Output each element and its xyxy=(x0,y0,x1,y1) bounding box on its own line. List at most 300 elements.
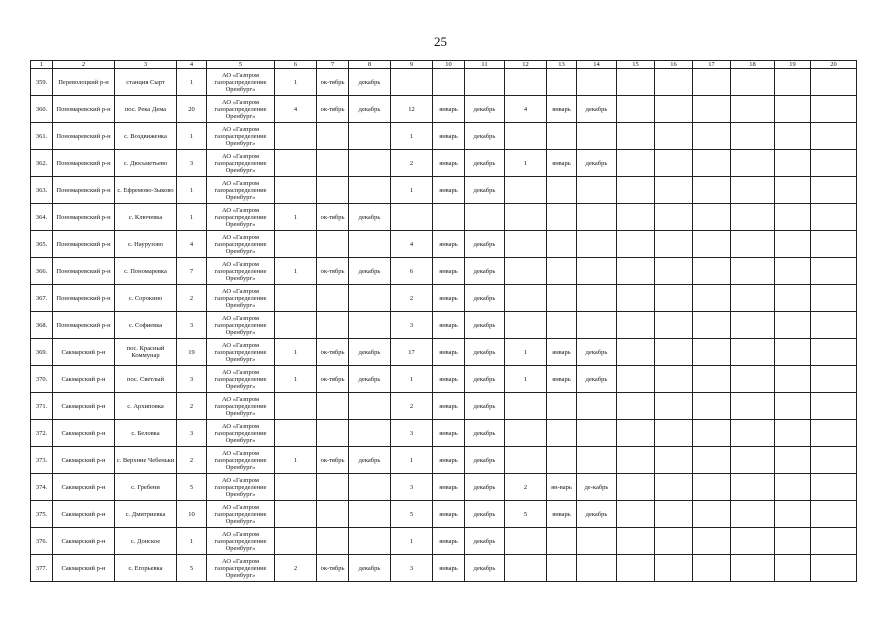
table-row xyxy=(31,123,857,150)
col8-cell xyxy=(349,231,391,258)
column-header: 6 xyxy=(275,61,317,69)
empty-cell xyxy=(617,501,655,528)
col14-cell xyxy=(577,177,617,204)
col10-cell: январь xyxy=(433,258,465,285)
district-cell: Сакмарский р-н xyxy=(53,339,115,366)
col11-cell: декабрь xyxy=(465,258,505,285)
column-header: 1 xyxy=(31,61,53,69)
empty-cell xyxy=(811,447,857,474)
col13-cell: январь xyxy=(547,339,577,366)
empty-cell xyxy=(731,69,775,96)
row-number: 361. xyxy=(31,123,53,150)
empty-cell xyxy=(731,123,775,150)
col8-cell xyxy=(349,312,391,339)
count-cell: 19 xyxy=(177,339,207,366)
place-cell: с. Дюсьметьево xyxy=(115,150,177,177)
col10-cell: январь xyxy=(433,528,465,555)
empty-cell xyxy=(775,69,811,96)
col8-cell xyxy=(349,150,391,177)
column-header: 10 xyxy=(433,61,465,69)
empty-cell xyxy=(811,258,857,285)
col14-cell xyxy=(577,528,617,555)
district-cell: Пономаревский р-н xyxy=(53,150,115,177)
empty-cell xyxy=(655,501,693,528)
schedule-table xyxy=(30,60,857,582)
col14-cell: декабрь xyxy=(577,339,617,366)
place-cell: пос. Светлый xyxy=(115,366,177,393)
col12-cell: 1 xyxy=(505,339,547,366)
place-cell: пос. Красный Коммунар xyxy=(115,339,177,366)
col13-cell xyxy=(547,285,577,312)
col9-cell: 3 xyxy=(391,555,433,582)
row-number: 372. xyxy=(31,420,53,447)
empty-cell xyxy=(693,555,731,582)
column-header: 9 xyxy=(391,61,433,69)
col7-cell xyxy=(317,312,349,339)
col6-cell: 1 xyxy=(275,69,317,96)
count-cell: 4 xyxy=(177,231,207,258)
empty-cell xyxy=(693,177,731,204)
empty-cell xyxy=(655,447,693,474)
col14-cell xyxy=(577,258,617,285)
col10-cell: январь xyxy=(433,474,465,501)
empty-cell xyxy=(731,366,775,393)
count-cell: 1 xyxy=(177,177,207,204)
empty-cell xyxy=(731,177,775,204)
col8-cell: декабрь xyxy=(349,339,391,366)
table-row xyxy=(31,366,857,393)
organization-cell: АО «Газпром газораспределение Оренбург» xyxy=(207,474,275,501)
col11-cell: декабрь xyxy=(465,393,505,420)
count-cell: 1 xyxy=(177,204,207,231)
column-header: 2 xyxy=(53,61,115,69)
empty-cell xyxy=(775,528,811,555)
col14-cell xyxy=(577,420,617,447)
table-row xyxy=(31,420,857,447)
empty-cell xyxy=(811,96,857,123)
col7-cell: ок-тябрь xyxy=(317,258,349,285)
row-number: 370. xyxy=(31,366,53,393)
row-number: 359. xyxy=(31,69,53,96)
col6-cell: 1 xyxy=(275,204,317,231)
organization-cell: АО «Газпром газораспределение Оренбург» xyxy=(207,312,275,339)
organization-cell: АО «Газпром газораспределение Оренбург» xyxy=(207,555,275,582)
empty-cell xyxy=(775,285,811,312)
count-cell: 2 xyxy=(177,447,207,474)
empty-cell xyxy=(811,366,857,393)
empty-cell xyxy=(617,231,655,258)
empty-cell xyxy=(693,204,731,231)
table-row xyxy=(31,285,857,312)
col6-cell xyxy=(275,474,317,501)
empty-cell xyxy=(693,501,731,528)
empty-cell xyxy=(731,258,775,285)
district-cell: Сакмарский р-н xyxy=(53,447,115,474)
empty-cell xyxy=(731,150,775,177)
organization-cell: АО «Газпром газораспределение Оренбург» xyxy=(207,420,275,447)
empty-cell xyxy=(655,420,693,447)
place-cell: пос. Река Дема xyxy=(115,96,177,123)
empty-cell xyxy=(811,501,857,528)
table-row xyxy=(31,528,857,555)
col12-cell xyxy=(505,312,547,339)
empty-cell xyxy=(731,501,775,528)
organization-cell: АО «Газпром газораспределение Оренбург» xyxy=(207,501,275,528)
col9-cell: 5 xyxy=(391,501,433,528)
empty-cell xyxy=(655,123,693,150)
place-cell: с. Пономаревка xyxy=(115,258,177,285)
col11-cell: декабрь xyxy=(465,528,505,555)
empty-cell xyxy=(775,447,811,474)
col8-cell: декабрь xyxy=(349,366,391,393)
col12-cell xyxy=(505,123,547,150)
empty-cell xyxy=(617,555,655,582)
district-cell: Сакмарский р-н xyxy=(53,420,115,447)
empty-cell xyxy=(775,231,811,258)
col10-cell: январь xyxy=(433,555,465,582)
empty-cell xyxy=(655,393,693,420)
col14-cell xyxy=(577,555,617,582)
col14-cell xyxy=(577,312,617,339)
col14-cell: декабрь xyxy=(577,150,617,177)
empty-cell xyxy=(655,312,693,339)
col6-cell: 2 xyxy=(275,555,317,582)
place-cell: с. Гребени xyxy=(115,474,177,501)
empty-cell xyxy=(811,339,857,366)
col10-cell: январь xyxy=(433,501,465,528)
row-number: 375. xyxy=(31,501,53,528)
empty-cell xyxy=(617,393,655,420)
district-cell: Сакмарский р-н xyxy=(53,366,115,393)
col6-cell: 1 xyxy=(275,258,317,285)
col9-cell: 1 xyxy=(391,366,433,393)
col7-cell: ок-тябрь xyxy=(317,366,349,393)
col13-cell xyxy=(547,69,577,96)
col12-cell xyxy=(505,69,547,96)
col8-cell xyxy=(349,528,391,555)
organization-cell: АО «Газпром газораспределение Оренбург» xyxy=(207,528,275,555)
empty-cell xyxy=(693,123,731,150)
district-cell: Переволоцкий р-н xyxy=(53,69,115,96)
col13-cell xyxy=(547,123,577,150)
place-cell: с. Воздвиженка xyxy=(115,123,177,150)
col6-cell xyxy=(275,528,317,555)
col12-cell xyxy=(505,528,547,555)
col8-cell: декабрь xyxy=(349,69,391,96)
empty-cell xyxy=(811,285,857,312)
empty-cell xyxy=(775,258,811,285)
empty-cell xyxy=(775,393,811,420)
empty-cell xyxy=(775,474,811,501)
table-row xyxy=(31,312,857,339)
col11-cell: декабрь xyxy=(465,555,505,582)
empty-cell xyxy=(655,258,693,285)
col9-cell xyxy=(391,204,433,231)
col12-cell: 2 xyxy=(505,474,547,501)
place-cell: с. Ключевка xyxy=(115,204,177,231)
col10-cell: январь xyxy=(433,231,465,258)
col12-cell xyxy=(505,555,547,582)
col11-cell xyxy=(465,69,505,96)
place-cell: с. Беловка xyxy=(115,420,177,447)
place-cell: с. Софиевка xyxy=(115,312,177,339)
empty-cell xyxy=(655,474,693,501)
empty-cell xyxy=(693,420,731,447)
district-cell: Пономаревский р-н xyxy=(53,312,115,339)
col6-cell xyxy=(275,231,317,258)
col13-cell xyxy=(547,420,577,447)
organization-cell: АО «Газпром газораспределение Оренбург» xyxy=(207,258,275,285)
count-cell: 7 xyxy=(177,258,207,285)
col13-cell: январь xyxy=(547,150,577,177)
col6-cell xyxy=(275,177,317,204)
col12-cell: 1 xyxy=(505,366,547,393)
empty-cell xyxy=(811,231,857,258)
organization-cell: АО «Газпром газораспределение Оренбург» xyxy=(207,366,275,393)
empty-cell xyxy=(731,312,775,339)
empty-cell xyxy=(693,528,731,555)
col14-cell xyxy=(577,447,617,474)
col12-cell xyxy=(505,285,547,312)
empty-cell xyxy=(731,555,775,582)
empty-cell xyxy=(617,339,655,366)
count-cell: 2 xyxy=(177,285,207,312)
count-cell: 10 xyxy=(177,501,207,528)
empty-cell xyxy=(655,96,693,123)
col9-cell: 1 xyxy=(391,447,433,474)
col9-cell: 1 xyxy=(391,528,433,555)
district-cell: Пономаревский р-н xyxy=(53,258,115,285)
empty-cell xyxy=(655,339,693,366)
organization-cell: АО «Газпром газораспределение Оренбург» xyxy=(207,393,275,420)
col10-cell: январь xyxy=(433,285,465,312)
col6-cell: 4 xyxy=(275,96,317,123)
column-header: 14 xyxy=(577,61,617,69)
place-cell: станция Сырт xyxy=(115,69,177,96)
empty-cell xyxy=(655,366,693,393)
empty-cell xyxy=(617,204,655,231)
col9-cell: 1 xyxy=(391,177,433,204)
column-header: 15 xyxy=(617,61,655,69)
col6-cell: 1 xyxy=(275,366,317,393)
empty-cell xyxy=(693,393,731,420)
col9-cell: 12 xyxy=(391,96,433,123)
empty-cell xyxy=(693,69,731,96)
organization-cell: АО «Газпром газораспределение Оренбург» xyxy=(207,285,275,312)
empty-cell xyxy=(731,420,775,447)
empty-cell xyxy=(731,231,775,258)
col8-cell xyxy=(349,123,391,150)
empty-cell xyxy=(693,339,731,366)
place-cell: с. Донское xyxy=(115,528,177,555)
col7-cell xyxy=(317,231,349,258)
col12-cell: 4 xyxy=(505,96,547,123)
empty-cell xyxy=(655,528,693,555)
empty-cell xyxy=(775,501,811,528)
col10-cell: январь xyxy=(433,123,465,150)
col8-cell: декабрь xyxy=(349,204,391,231)
organization-cell: АО «Газпром газораспределение Оренбург» xyxy=(207,447,275,474)
col9-cell: 3 xyxy=(391,420,433,447)
col13-cell xyxy=(547,393,577,420)
col13-cell: ян-варь xyxy=(547,474,577,501)
row-number: 362. xyxy=(31,150,53,177)
col11-cell: декабрь xyxy=(465,366,505,393)
column-header: 3 xyxy=(115,61,177,69)
column-header: 19 xyxy=(775,61,811,69)
col14-cell xyxy=(577,204,617,231)
empty-cell xyxy=(731,474,775,501)
column-header: 13 xyxy=(547,61,577,69)
col10-cell: январь xyxy=(433,312,465,339)
col9-cell: 1 xyxy=(391,123,433,150)
empty-cell xyxy=(655,231,693,258)
empty-cell xyxy=(693,474,731,501)
empty-cell xyxy=(811,393,857,420)
col7-cell: ок-тябрь xyxy=(317,339,349,366)
col14-cell: декабрь xyxy=(577,501,617,528)
empty-cell xyxy=(775,339,811,366)
row-number: 369. xyxy=(31,339,53,366)
col9-cell: 4 xyxy=(391,231,433,258)
empty-cell xyxy=(775,96,811,123)
table-row xyxy=(31,339,857,366)
empty-cell xyxy=(811,528,857,555)
col11-cell: декабрь xyxy=(465,474,505,501)
col6-cell xyxy=(275,501,317,528)
empty-cell xyxy=(811,420,857,447)
col10-cell: январь xyxy=(433,339,465,366)
empty-cell xyxy=(617,285,655,312)
row-number: 371. xyxy=(31,393,53,420)
empty-cell xyxy=(693,285,731,312)
row-number: 360. xyxy=(31,96,53,123)
empty-cell xyxy=(655,285,693,312)
table-row xyxy=(31,258,857,285)
count-cell: 5 xyxy=(177,474,207,501)
col13-cell xyxy=(547,231,577,258)
col10-cell: январь xyxy=(433,420,465,447)
empty-cell xyxy=(731,447,775,474)
count-cell: 2 xyxy=(177,393,207,420)
col13-cell: январь xyxy=(547,96,577,123)
table-row xyxy=(31,177,857,204)
empty-cell xyxy=(617,69,655,96)
empty-cell xyxy=(811,69,857,96)
col11-cell: декабрь xyxy=(465,123,505,150)
empty-cell xyxy=(775,204,811,231)
col14-cell: декабрь xyxy=(577,96,617,123)
empty-cell xyxy=(617,474,655,501)
col8-cell: декабрь xyxy=(349,555,391,582)
table-row xyxy=(31,204,857,231)
col9-cell: 6 xyxy=(391,258,433,285)
empty-cell xyxy=(775,366,811,393)
col12-cell xyxy=(505,420,547,447)
empty-cell xyxy=(731,285,775,312)
row-number: 366. xyxy=(31,258,53,285)
empty-cell xyxy=(731,204,775,231)
col7-cell xyxy=(317,528,349,555)
count-cell: 1 xyxy=(177,528,207,555)
table-row xyxy=(31,501,857,528)
col6-cell xyxy=(275,420,317,447)
empty-cell xyxy=(731,528,775,555)
row-number: 363. xyxy=(31,177,53,204)
col12-cell xyxy=(505,177,547,204)
col14-cell xyxy=(577,123,617,150)
col13-cell xyxy=(547,555,577,582)
col11-cell: декабрь xyxy=(465,177,505,204)
col7-cell xyxy=(317,285,349,312)
row-number: 367. xyxy=(31,285,53,312)
col14-cell xyxy=(577,393,617,420)
col6-cell: 1 xyxy=(275,339,317,366)
column-header: 4 xyxy=(177,61,207,69)
col14-cell xyxy=(577,285,617,312)
place-cell: с. Архиповка xyxy=(115,393,177,420)
col8-cell xyxy=(349,285,391,312)
empty-cell xyxy=(617,96,655,123)
table-row xyxy=(31,393,857,420)
place-cell: с. Дмитриевка xyxy=(115,501,177,528)
col8-cell: декабрь xyxy=(349,447,391,474)
col6-cell xyxy=(275,150,317,177)
empty-cell xyxy=(617,150,655,177)
col10-cell: январь xyxy=(433,393,465,420)
col7-cell xyxy=(317,150,349,177)
col10-cell: январь xyxy=(433,96,465,123)
row-number: 374. xyxy=(31,474,53,501)
col11-cell: декабрь xyxy=(465,420,505,447)
empty-cell xyxy=(693,366,731,393)
col9-cell: 2 xyxy=(391,285,433,312)
col7-cell: ок-тябрь xyxy=(317,555,349,582)
district-cell: Пономаревский р-н xyxy=(53,204,115,231)
column-header: 12 xyxy=(505,61,547,69)
col6-cell: 1 xyxy=(275,447,317,474)
col10-cell xyxy=(433,69,465,96)
col11-cell: декабрь xyxy=(465,339,505,366)
col11-cell xyxy=(465,204,505,231)
row-number: 377. xyxy=(31,555,53,582)
empty-cell xyxy=(617,447,655,474)
col11-cell: декабрь xyxy=(465,231,505,258)
col8-cell xyxy=(349,501,391,528)
col7-cell xyxy=(317,501,349,528)
col7-cell: ок-тябрь xyxy=(317,447,349,474)
col9-cell: 3 xyxy=(391,312,433,339)
organization-cell: АО «Газпром газораспределение Оренбург» xyxy=(207,69,275,96)
organization-cell: АО «Газпром газораспределение Оренбург» xyxy=(207,150,275,177)
district-cell: Пономаревский р-н xyxy=(53,123,115,150)
col13-cell xyxy=(547,312,577,339)
col13-cell xyxy=(547,204,577,231)
empty-cell xyxy=(617,177,655,204)
empty-cell xyxy=(775,312,811,339)
empty-cell xyxy=(693,150,731,177)
row-number: 373. xyxy=(31,447,53,474)
district-cell: Сакмарский р-н xyxy=(53,501,115,528)
col13-cell xyxy=(547,528,577,555)
col11-cell: декабрь xyxy=(465,501,505,528)
column-header: 18 xyxy=(731,61,775,69)
col7-cell xyxy=(317,177,349,204)
row-number: 368. xyxy=(31,312,53,339)
col13-cell xyxy=(547,258,577,285)
table-row xyxy=(31,150,857,177)
empty-cell xyxy=(617,312,655,339)
